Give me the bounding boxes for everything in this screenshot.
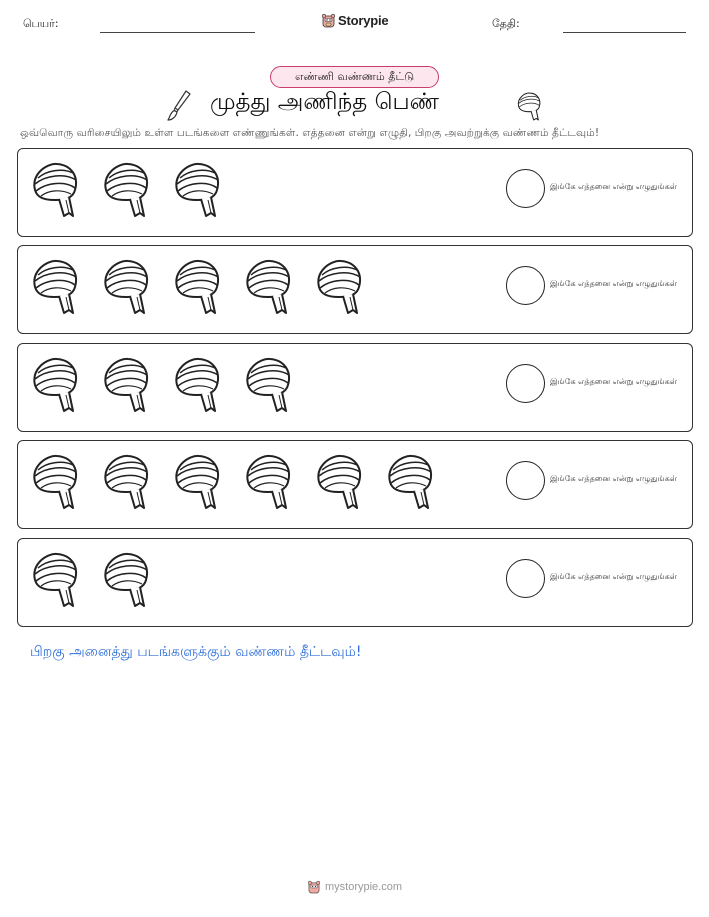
- storypie-mascot-icon: [322, 13, 335, 28]
- brand-name: Storypie: [338, 13, 389, 28]
- answer-circle[interactable]: [506, 266, 545, 305]
- turban-icon: [171, 452, 223, 510]
- site-url[interactable]: mystorypie.com: [325, 881, 403, 893]
- turban-icon: [384, 452, 436, 510]
- turban-icon: [100, 355, 152, 413]
- counting-row: [17, 538, 693, 627]
- turban-icon: [29, 452, 81, 510]
- answer-label: இங்கே எத்தனை என்று எழுதுங்கள்: [550, 474, 677, 483]
- counting-row: [17, 245, 693, 334]
- answer-label: இங்கே எத்தனை என்று எழுதுங்கள்: [550, 182, 677, 191]
- counting-row: [17, 343, 693, 432]
- turban-icon: [29, 160, 81, 218]
- storypie-mascot-icon: [308, 880, 320, 894]
- turban-icon: [100, 550, 152, 608]
- turban-icon: [100, 452, 152, 510]
- answer-label: இங்கே எத்தனை என்று எழுதுங்கள்: [550, 377, 677, 386]
- counting-row: [17, 440, 693, 529]
- turban-icon: [171, 160, 223, 218]
- storypie-logo: [322, 13, 388, 28]
- answer-circle[interactable]: [506, 169, 545, 208]
- turban-icon: [242, 257, 294, 315]
- answer-label: இங்கே எத்தனை என்று எழுதுங்கள்: [550, 279, 677, 288]
- turban-icon: [313, 257, 365, 315]
- answer-circle[interactable]: [506, 364, 545, 403]
- date-label: தேதி:: [492, 17, 520, 30]
- turban-icon: [29, 257, 81, 315]
- worksheet-title: முத்து அணிந்த பெண்: [210, 89, 439, 115]
- turban-icon: [313, 452, 365, 510]
- answer-label: இங்கே எத்தனை என்று எழுதுங்கள்: [550, 572, 677, 581]
- counting-row: [17, 148, 693, 237]
- turban-icon: [171, 355, 223, 413]
- paintbrush-icon: [166, 89, 192, 122]
- name-label: பெயர்:: [23, 17, 59, 30]
- footer-note: பிறகு அனைத்து படங்களுக்கும் வண்ணம் தீட்டவும்!: [30, 644, 362, 660]
- answer-circle[interactable]: [506, 559, 545, 598]
- turban-icon: [29, 355, 81, 413]
- turban-icon: [242, 452, 294, 510]
- turban-icon: [100, 257, 152, 315]
- turban-icon: [171, 257, 223, 315]
- instructions: ஒவ்வொரு வரிசையிலும் உள்ள படங்களை எண்ணுங்கள். எத்தனை என்று எழுதி, பிறகு அவற்றுக்கு வண்ணம் தீட்டவும்!: [20, 126, 600, 139]
- turban-icon: [29, 550, 81, 608]
- name-line[interactable]: [100, 32, 255, 33]
- site-footer: [308, 880, 402, 894]
- turban-icon: [514, 91, 544, 121]
- date-line[interactable]: [563, 32, 686, 33]
- answer-circle[interactable]: [506, 461, 545, 500]
- turban-icon: [100, 160, 152, 218]
- activity-badge: எண்ணி வண்ணம் தீட்டு: [270, 66, 439, 88]
- turban-icon: [242, 355, 294, 413]
